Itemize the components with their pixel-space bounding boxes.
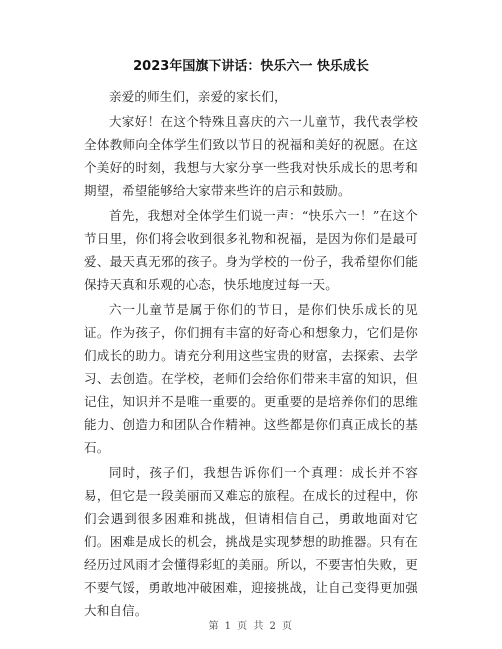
paragraph-opening: 大家好！在这个特殊且喜庆的六一儿童节，我代表学校全体教师向全体学生们致以节日的祝福和美好的祝愿。在这个美好的时刻，我想与大家分享一些我对快乐成长的思考和期望，希望能够给大家带来些许的启示和鼓励。: [84, 114, 418, 198]
document-title: 2023年国旗下讲话：快乐六一 快乐成长: [133, 59, 369, 74]
paragraph-growth: 同时，孩子们，我想告诉你们一个真理：成长并不容易，但它是一段美丽而又难忘的旅程。在成长的过程中，你们会遇到很多困难和挑战，但请相信自己，勇敢地面对它们。困难是成长的机会，挑战是实现梦想的助推器。只有在经历过风雨才会懂得彩虹的美丽。所以，不要害怕失败，更不要气馁，勇敢地冲破困难，迎接挑战，让自己变得更加强大和自信。: [84, 465, 418, 618]
paragraph-first: 首先，我想对全体学生们说一声：“快乐六一！”在这个节日里，你们将会收到很多礼物和祝福，是因为你们是最可爱、最天真无邪的孩子。身为学校的一份子，我希望你们能保持天真和乐观的心态，快乐地度过每一天。: [84, 208, 418, 292]
page-number-footer: 第 1 页 共 2 页: [208, 621, 294, 632]
paragraph-childrens-day: 六一儿童节是属于你们的节日，是你们快乐成长的见证。作为孩子，你们拥有丰富的好奇心和想象力，它们是你们成长的助力。请充分利用这些宝贵的财富，去探索、去学习、去创造。在学校，老师们会给你们带来丰富的知识，但记住，知识并不是唯一重要的。更重要的是培养你们的思维能力、创造力和团队合作精神。这些都是你们真正成长的基石。: [84, 302, 418, 455]
paragraph-greeting: 亲爱的师生们，亲爱的家长们，: [109, 89, 287, 104]
